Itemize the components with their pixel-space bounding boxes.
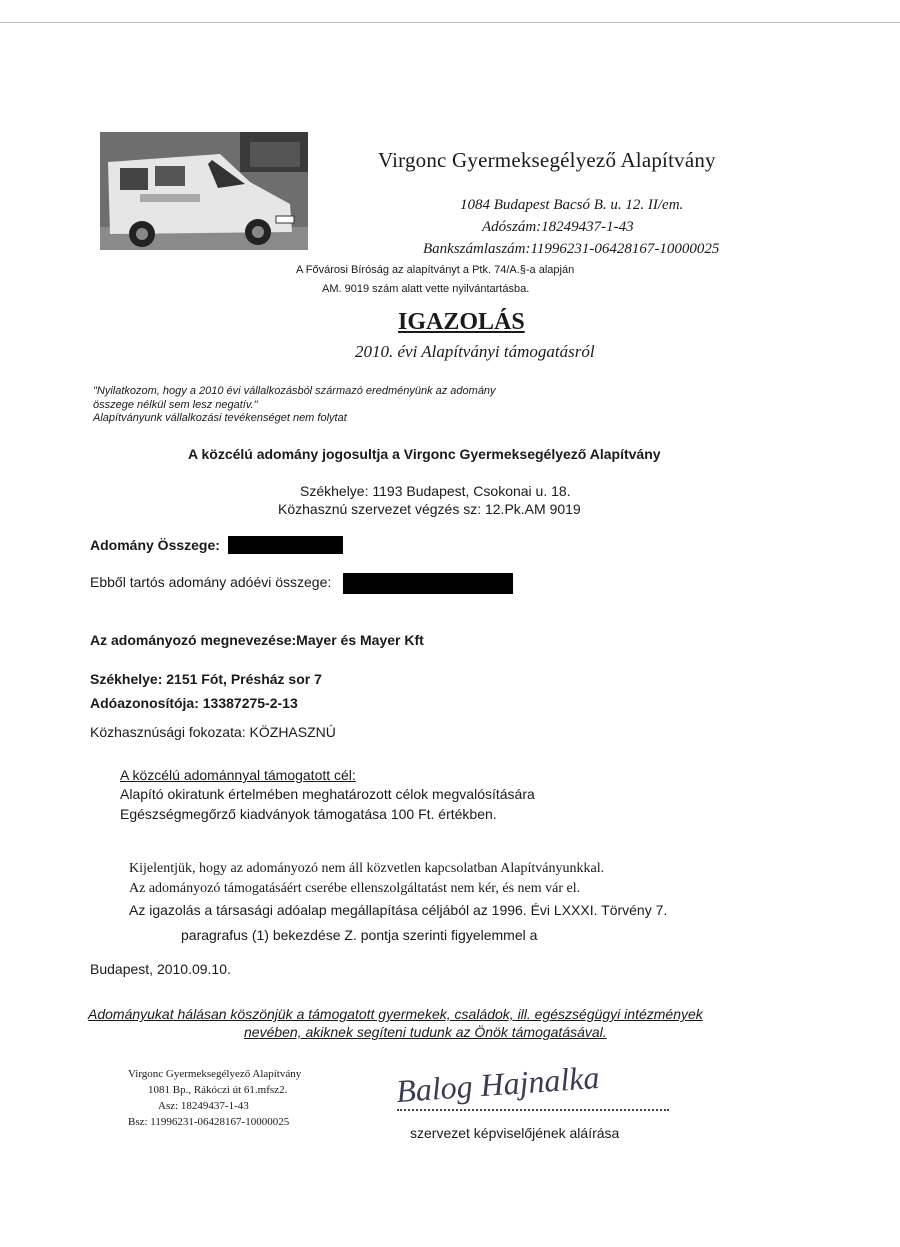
beneficiary-heading: A közcélú adomány jogosultja a Virgonc Gyermeksegélyező Alapítvány — [188, 446, 661, 462]
document-subtitle: 2010. évi Alapítványi támogatásról — [355, 342, 595, 361]
org-tax-number: Adószám:18249437-1-43 — [482, 219, 634, 235]
donor-name: Az adományozó megnevezése:Mayer és Mayer Kft — [90, 632, 424, 648]
signature-line — [397, 1108, 669, 1111]
longterm-amount-label: Ebből tartós adomány adóévi összege: — [90, 574, 332, 590]
registration-line-1: A Fővárosi Bíróság az alapítványt a Ptk. 74/A.§-a alapján — [296, 264, 575, 276]
purpose-heading: A közcélú adománnyal támogatott cél: — [120, 767, 356, 783]
registration-line-2: AM. 9019 szám alatt vette nyilvántartásba. — [322, 283, 530, 295]
declaration-line-2: összege nélkül sem lesz negatív." — [93, 399, 258, 411]
donor-tax-id: Adóazonosítója: 13387275-2-13 — [90, 695, 298, 711]
signature-caption: szervezet képviselőjének aláírása — [410, 1125, 620, 1141]
beneficiary-ruling: Közhasznú szervezet végzés sz: 12.Pk.AM 9019 — [278, 501, 581, 517]
document-title: IGAZOLÁS — [398, 309, 525, 335]
donation-amount-label: Adomány Összege: — [90, 537, 220, 553]
signature-handwriting: Balog Hajnalka — [394, 1058, 601, 1110]
purpose-line-1: Alapító okiratunk értelmében meghatározott célok megvalósítására — [120, 786, 535, 802]
document-date: Budapest, 2010.09.10. — [90, 961, 231, 977]
donor-status: Közhasznúsági fokozata: KÖZHASZNÚ — [90, 724, 336, 740]
donation-amount-redaction — [228, 536, 343, 554]
top-rule — [0, 22, 900, 23]
declaration-line-3: Alapítványunk vállalkozási tevékenséget nem folytat — [93, 412, 347, 424]
declaration-line-1: "Nyilatkozom, hogy a 2010 évi vállalkozásból származó eredményünk az adomány — [93, 385, 496, 397]
org-name: Virgonc Gyermeksegélyező Alapítvány — [378, 148, 716, 172]
donor-seat: Székhelye: 2151 Fót, Présház sor 7 — [90, 671, 322, 687]
beneficiary-seat: Székhelye: 1193 Budapest, Csokonai u. 18. — [300, 483, 571, 499]
stamp-line-2: 1081 Bp., Rákóczi út 61.mfsz2. — [148, 1084, 288, 1096]
thanks-line-2: nevében, akiknek segíteni tudunk az Önök támogatásával. — [244, 1024, 607, 1040]
ambulance-image — [100, 132, 308, 250]
longterm-amount-redaction — [343, 573, 513, 594]
statement-line-3: Az igazolás a társasági adóalap megállapítása céljából az 1996. Évi LXXXI. Törvény 7. — [129, 902, 668, 918]
ambulance-photo — [100, 132, 308, 250]
stamp-line-4: Bsz: 11996231-06428167-10000025 — [128, 1116, 290, 1128]
statement-line-2: Az adományozó támogatásáért cserébe ellenszolgáltatást nem kér, és nem vár el. — [129, 881, 581, 896]
org-bank-account: Bankszámlaszám:11996231-06428167-10000025 — [423, 241, 720, 257]
thanks-line-1: Adományukat hálásan köszönjük a támogatott gyermekek, családok, ill. egészségügyi intézmények — [88, 1006, 703, 1022]
stamp-line-1: Virgonc Gyermeksegélyező Alapítvány — [128, 1068, 302, 1080]
statement-line-1: Kijelentjük, hogy az adományozó nem áll közvetlen kapcsolatban Alapítványunkkal. — [129, 861, 605, 876]
org-address: 1084 Budapest Bacsó B. u. 12. II/em. — [460, 197, 684, 213]
purpose-line-2: Egészségmegőrző kiadványok támogatása 100 Ft. értékben. — [120, 806, 497, 822]
statement-line-4: paragrafus (1) bekezdése Z. pontja szerinti figyelemmel a — [181, 927, 538, 943]
stamp-line-3: Asz: 18249437-1-43 — [158, 1100, 249, 1112]
